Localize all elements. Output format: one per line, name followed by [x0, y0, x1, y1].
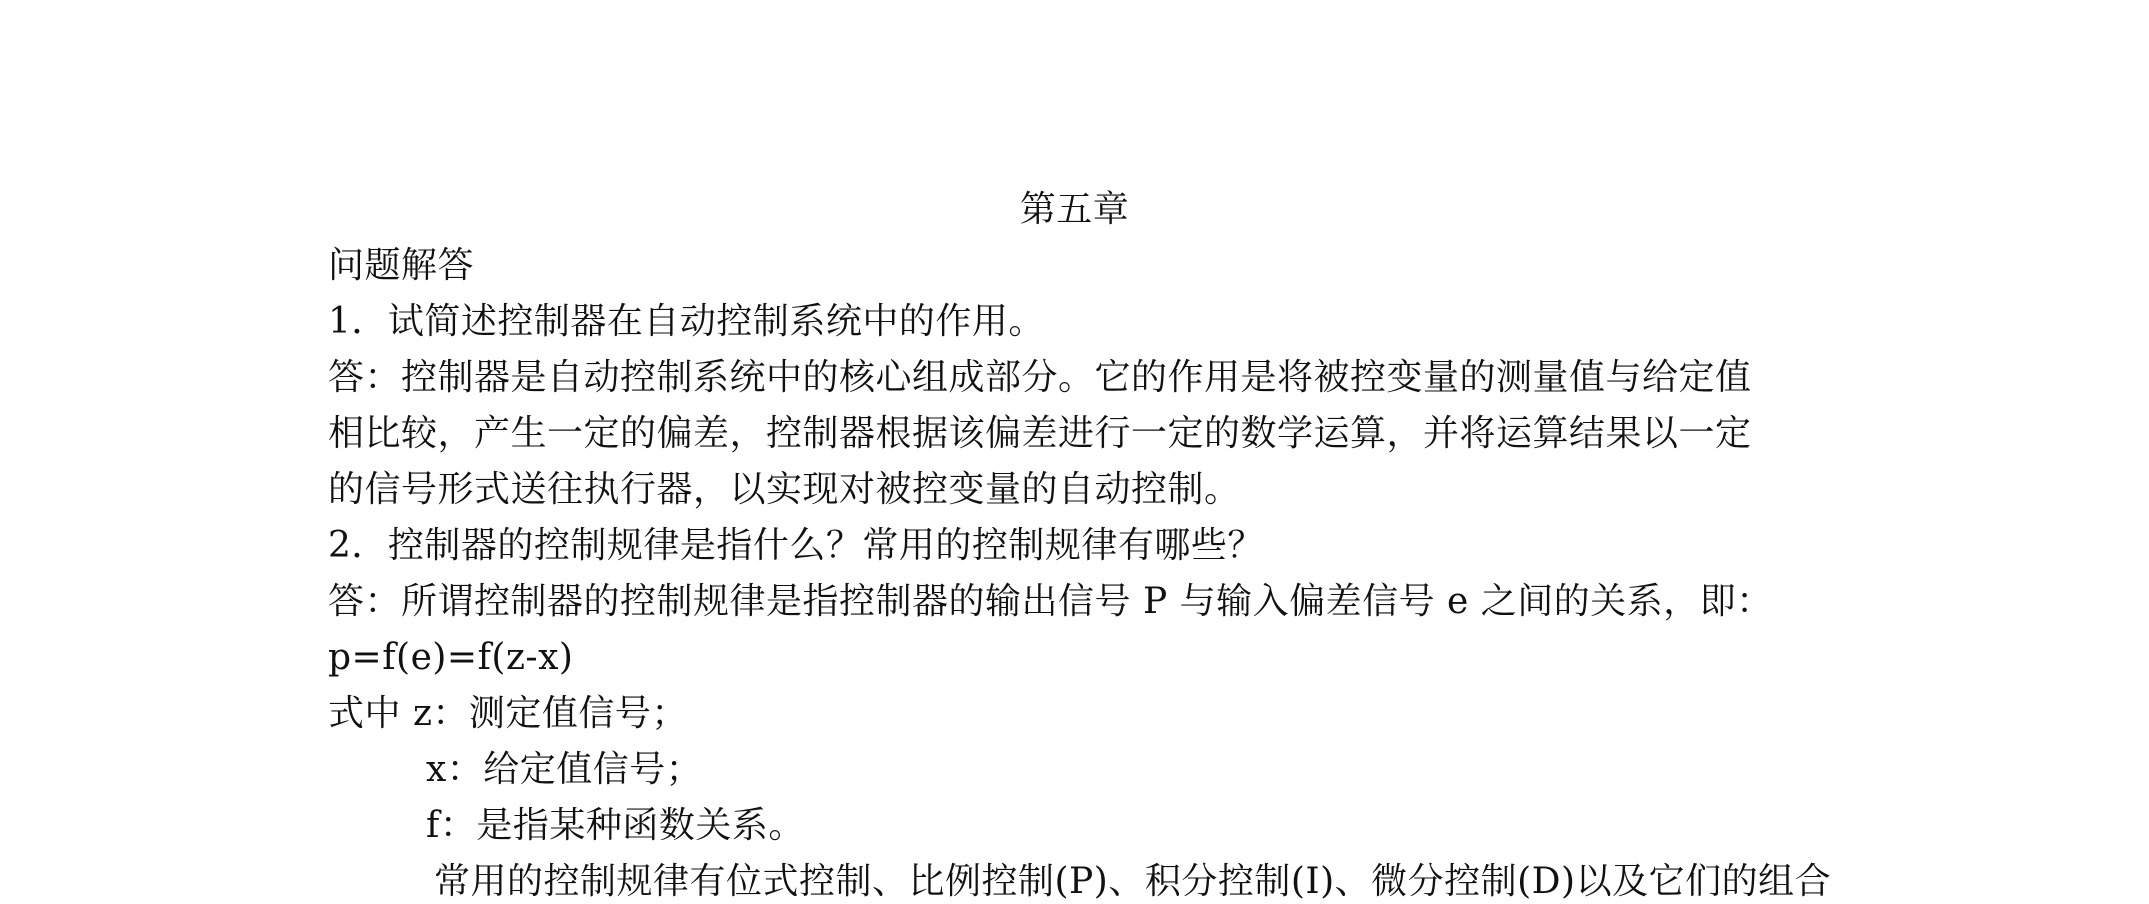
formula: p=f(e)=f(z-x) — [328, 637, 574, 678]
question-2: 2．控制器的控制规律是指什么？常用的控制规律有哪些？ — [328, 525, 1264, 566]
answer-1-line-2: 相比较，产生一定的偏差，控制器根据该偏差进行一定的数学运算，并将运算结果以一定 — [328, 413, 1752, 454]
common-control-laws-line: 常用的控制规律有位式控制、比例控制(P)、积分控制(I)、微分控制(D)以及它们的组合 — [434, 861, 1832, 902]
definition-x: x：给定值信号； — [426, 749, 703, 790]
chapter-title: 第五章 — [1019, 189, 1130, 230]
section-title: 问题解答 — [328, 245, 475, 286]
answer-1-line-3: 的信号形式送往执行器，以实现对被控变量的自动控制。 — [328, 469, 1241, 510]
answer-1-line-1: 答：控制器是自动控制系统中的核心组成部分。它的作用是将被控变量的测量值与给定值 — [328, 357, 1752, 398]
question-1: 1．试简述控制器在自动控制系统中的作用。 — [328, 301, 1045, 342]
definition-f: f：是指某种函数关系。 — [426, 805, 805, 846]
answer-2-line-1: 答：所谓控制器的控制规律是指控制器的输出信号 P 与输入偏差信号 e 之间的关系，即： — [328, 581, 1773, 622]
definition-z: 式中 z：测定值信号； — [328, 693, 688, 734]
